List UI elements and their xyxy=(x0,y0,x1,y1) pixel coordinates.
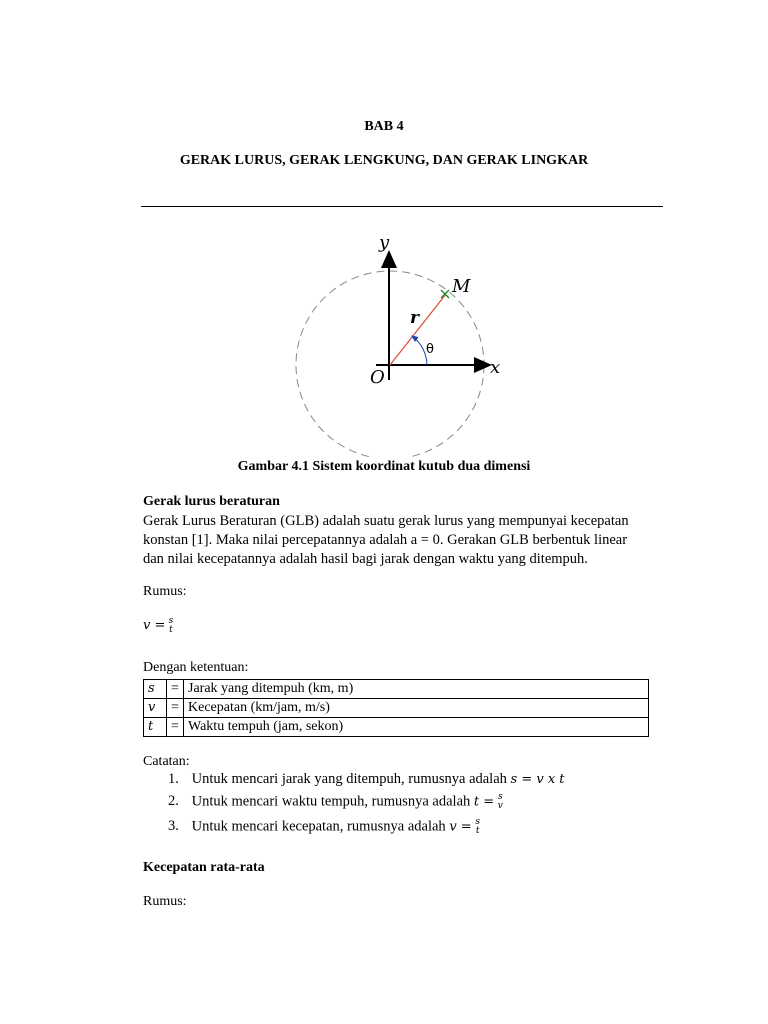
ketentuan-label: Dengan ketentuan: xyxy=(143,660,249,675)
note-formula-lhs: v = xyxy=(449,819,472,835)
equals-cell: = xyxy=(167,718,184,737)
section-heading-average-speed: Kecepatan rata-rata xyxy=(143,860,265,875)
note-text: Untuk mencari kecepatan, rumusnya adalah xyxy=(191,818,446,835)
table-row xyxy=(144,699,649,718)
paragraph-glb-line-1 xyxy=(143,512,661,531)
formula-velocity xyxy=(143,617,173,635)
symbol-cell: s xyxy=(144,680,167,699)
figure-caption: Gambar 4.1 Sistem koordinat kutub dua dimensi xyxy=(237,459,531,474)
fraction xyxy=(475,818,480,836)
point-label: M xyxy=(452,276,471,297)
symbol-cell: v xyxy=(144,699,167,718)
list-number: 3. xyxy=(168,818,179,835)
note-text: Untuk mencari jarak yang ditempuh, rumusnya adalah xyxy=(191,771,507,787)
chapter-number: BAB 4 xyxy=(364,119,404,134)
origin-label: O xyxy=(370,367,385,388)
angle-label: θ xyxy=(426,342,434,357)
paragraph-line: dan nilai kecepatannya adalah hasil bagi jarak dengan waktu yang ditempuh. xyxy=(143,551,588,567)
equals-cell: = xyxy=(167,680,184,699)
definition-table xyxy=(143,679,649,737)
note-text: Untuk mencari waktu tempuh, rumusnya adalah xyxy=(191,793,471,810)
note-formula-lhs: t = xyxy=(473,794,495,810)
list-number: 2. xyxy=(168,793,179,810)
numerator: s xyxy=(168,616,174,627)
note-item-2 xyxy=(168,793,503,811)
y-label: y xyxy=(379,232,390,253)
fraction xyxy=(169,617,174,635)
symbol-cell: t xyxy=(144,718,167,737)
radius-label: r xyxy=(410,308,419,328)
denominator: t xyxy=(169,625,173,636)
description-cell: Jarak yang ditempuh (km, m) xyxy=(184,680,649,699)
polar-coordinate-figure xyxy=(280,222,520,457)
description-cell: Kecepatan (km/jam, m/s) xyxy=(184,699,649,718)
note-formula: s = v x t xyxy=(510,772,565,787)
paragraph-line: Gerak Lurus Beraturan (GLB) adalah suatu gerak lurus yang mempunyai kecepatan xyxy=(143,513,629,529)
denominator: t xyxy=(475,826,480,836)
equals-cell: = xyxy=(167,699,184,718)
denominator: v xyxy=(497,801,503,811)
paragraph-line: konstan [1]. Maka nilai percepatannya adalah a = 0. Gerakan GLB berbentuk linear xyxy=(143,532,628,548)
angle-arc xyxy=(412,336,427,365)
point-m-marker xyxy=(441,290,449,298)
rumus-label-2: Rumus: xyxy=(143,894,187,909)
catatan-label: Catatan: xyxy=(143,754,190,769)
title-divider xyxy=(141,206,663,207)
table-row xyxy=(144,680,649,699)
numerator: s xyxy=(498,792,503,802)
table-row xyxy=(144,718,649,737)
chapter-title: GERAK LURUS, GERAK LENGKUNG, DAN GERAK LINGKAR xyxy=(179,153,589,168)
x-label: x xyxy=(490,357,501,378)
description-cell: Waktu tempuh (jam, sekon) xyxy=(184,718,649,737)
formula-lhs: v = xyxy=(143,618,166,633)
paragraph-glb-line-2 xyxy=(143,531,661,550)
section-heading-glb: Gerak lurus beraturan xyxy=(143,494,280,509)
list-number: 1. xyxy=(168,771,179,787)
paragraph-glb-line-3 xyxy=(143,550,588,569)
note-item-1 xyxy=(168,771,565,788)
numerator: s xyxy=(475,817,480,827)
radius-line xyxy=(390,294,446,365)
rumus-label: Rumus: xyxy=(143,584,187,599)
fraction xyxy=(498,793,503,811)
note-item-3 xyxy=(168,818,480,836)
